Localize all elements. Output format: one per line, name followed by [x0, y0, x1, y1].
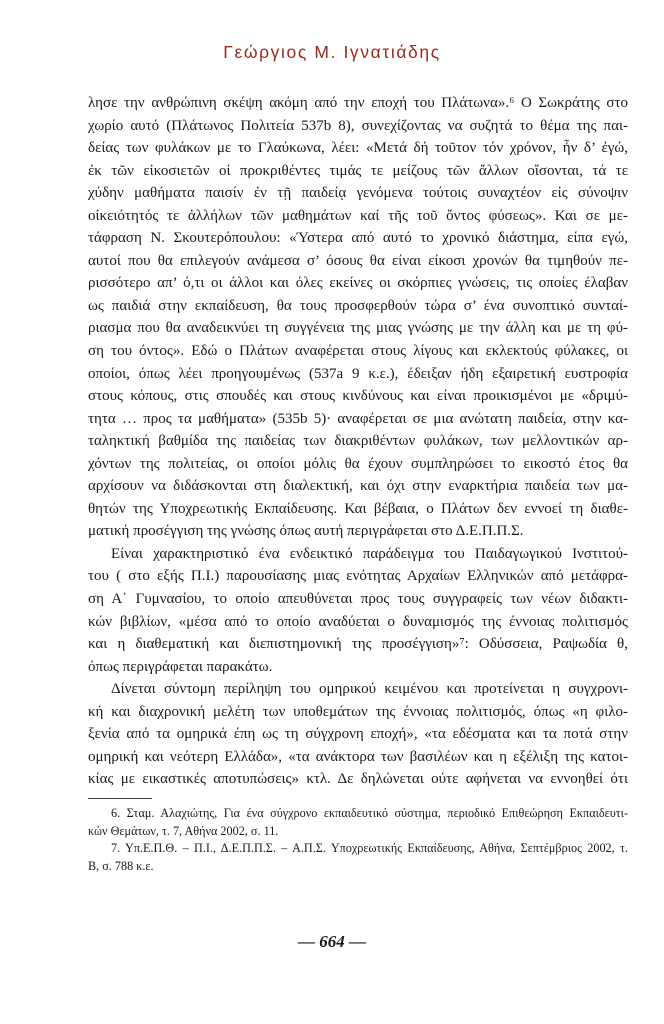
- text-line: ἐκ τῶν εἰκοσιετῶν οἱ προκριθέντες τιμάς τε μείζους τῶν ἄλλων οἴσονται, τά τε: [88, 162, 628, 179]
- text-line: ση του όντος». Εδώ ο Πλάτων αναφέρεται στους λίγους και εκλεκτούς φύλακες, οι: [88, 343, 628, 360]
- text-line: τάφραση Ν. Σκουτερόπουλου: «Ύστερα από αυτό το χρονικό διάστημα, είπα εγώ,: [88, 230, 628, 247]
- text-line: στους κόπους, στις σπουδές και στους κινδύνους και είναι προικισμένοι με «δριμύ-: [88, 388, 628, 405]
- text-line: ριασμα που θα αναδεικνύει τη συγγένεια της μιας γνώσης με την άλλη και με τη φύ-: [88, 320, 628, 337]
- text-line: αυτοί που θα επιλεγούν ανάμεσα σ’ όσους θα είναι είκοσι χρονών θα τιμηθούν πε-: [88, 252, 628, 269]
- text-line: Είναι χαρακτηριστικό ένα ενδεικτικό παράδειγμα του Παιδαγωγικού Ινστιτού-: [111, 545, 628, 562]
- page-number: — 664 —: [298, 932, 366, 951]
- footnotes: [88, 805, 628, 875]
- text-line: όπως περιγράφεται παρακάτω.: [88, 658, 273, 675]
- text-line: αρχίσουν να διδάσκονται στη διαλεκτική, και όχι στην εναρκτήρια παιδεία των μα-: [88, 478, 628, 495]
- footnote-line: 6. Σταμ. Αλαχιώτης, Για ένα σύγχρονο εκπαιδευτικό σύστημα, περιοδικό Επιθεώρηση Εκπαιδευτι-: [111, 806, 628, 820]
- text-line: χόντων της πολιτείας, οι οποίοι μόλις θα έχουν συμπληρώσει το εικοστό έτος θα: [88, 455, 628, 472]
- text-line: του ( στο εξής Π.Ι.) παρουσίασης μιας ενότητας Αρχαίων Ελληνικών από μετάφρα-: [88, 568, 628, 585]
- text-line: ομηρική και νεότερη Ελλάδα», «τα ανάκτορα των βασιλέων και η εξέλιξη της κατοι-: [88, 748, 628, 765]
- text-line: κίας με εικαστικές αποτυπώσεις» κτλ. Δε δηλώνεται ούτε αφήνεται να εννοηθεί ότι: [88, 771, 628, 788]
- footnote-line: Β, σ. 788 κ.ε.: [88, 858, 154, 873]
- text-line: ξενία από τα ομηρικά έπη ως τη σύγχρονη εποχή», «τα εδέσματα και τα ποτά στην: [88, 726, 628, 743]
- text-line: Δίνεται σύντομη περίληψη του ομηρικού κειμένου και προτείνεται η συγχρονι-: [111, 681, 628, 698]
- footnote-separator: [88, 798, 152, 799]
- text-line: οποίοι, όπως λέει προηγουμένως (537a 9 κ.ε.), έδειξαν ήδη εξαιρετική ευστροφία: [88, 365, 628, 382]
- text-line: και η διαθεματική και διεπιστημονική της προσέγγιση»⁷: Οδύσσεια, Ραψωδία θ,: [88, 636, 628, 653]
- text-line: ως παιδιά στην εκπαίδευση, θα τους προσφερθούν τώρα σ’ ένα συνοπτικό συνταί-: [88, 297, 628, 314]
- text-line: τητα … προς τα μαθήματα» (535b 5)· αναφέρεται σε μια ανώτατη παιδεία, στην κα-: [88, 410, 628, 427]
- text-line: οἰκειότητός τε ἀλλήλων τῶν μαθημάτων καί τῆς τοῦ ὄντος φύσεως». Και σε με-: [88, 207, 628, 224]
- text-line: χωρίο αυτό (Πλάτωνος Πολιτεία 537b 8), συνεχίζοντας να συζητά το θέμα της παι-: [88, 117, 628, 134]
- text-line: ση Α΄ Γυμνασίου, το οποίο απευθύνεται προς τους συγγραφείς των νέων διδακτι-: [88, 591, 628, 608]
- text-line: κή και διαχρονική μελέτη των υποθεμάτων της έννοιας πολιτισμός, όπως «η φιλο-: [88, 703, 628, 720]
- text-line: λησε την ανθρώπινη σκέψη ακόμη από την εποχή του Πλάτωνα».⁶ Ο Σωκράτης στο: [88, 95, 628, 111]
- text-line: κών βιβλίων, «μέσα από το οποίο αναδύεται ο δυναμισμός της έννοιας πολιτισμός: [88, 613, 628, 630]
- text-line: ρισσότερο απ’ ό,τι οι άλλοι και όλες εκείνες οι σκόρπιες γνώσεις, τις οποίες έλαβαν: [88, 275, 628, 292]
- text-line: θητών της Υποχρεωτικής Εκπαίδευσης. Και βέβαια, ο Πλάτων δεν εννοεί τη διαθε-: [88, 500, 628, 517]
- running-head: Γεώργιος Μ. Ιγνατιάδης: [223, 42, 441, 62]
- text-line: δείας των φυλάκων με το Γλαύκωνα, λέει: «Μετά δή τοῦτον τόν χρόνον, ἦν δ’ ἐγώ,: [88, 140, 628, 157]
- main-text: [88, 92, 628, 791]
- footnote-line: κών Θεμάτων, τ. 7, Αθήνα 2002, σ. 11.: [88, 823, 279, 838]
- text-line: ταληκτική βαθμίδα της παιδείας των διακριθέντων φυλάκων, των μελλοντικών αρ-: [88, 433, 628, 450]
- footnote-line: 7. Υπ.Ε.Π.Θ. – Π.Ι., Δ.Ε.Π.Π.Σ. – Α.Π.Σ. Υποχρεωτικής Εκπαίδευσης, Αθήνα, Σεπτέμβριος 2002, τ.: [111, 841, 628, 855]
- text-line: ματική προσέγγιση της γνώσης όπως αυτή περιγράφεται στο Δ.Ε.Π.Π.Σ.: [88, 523, 524, 540]
- text-line: χύδην μαθήματα παισίν ἐν τῇ παιδείᾳ γενόμενα τούτοις συναχτέον εἰς σύνοψιν: [88, 185, 628, 202]
